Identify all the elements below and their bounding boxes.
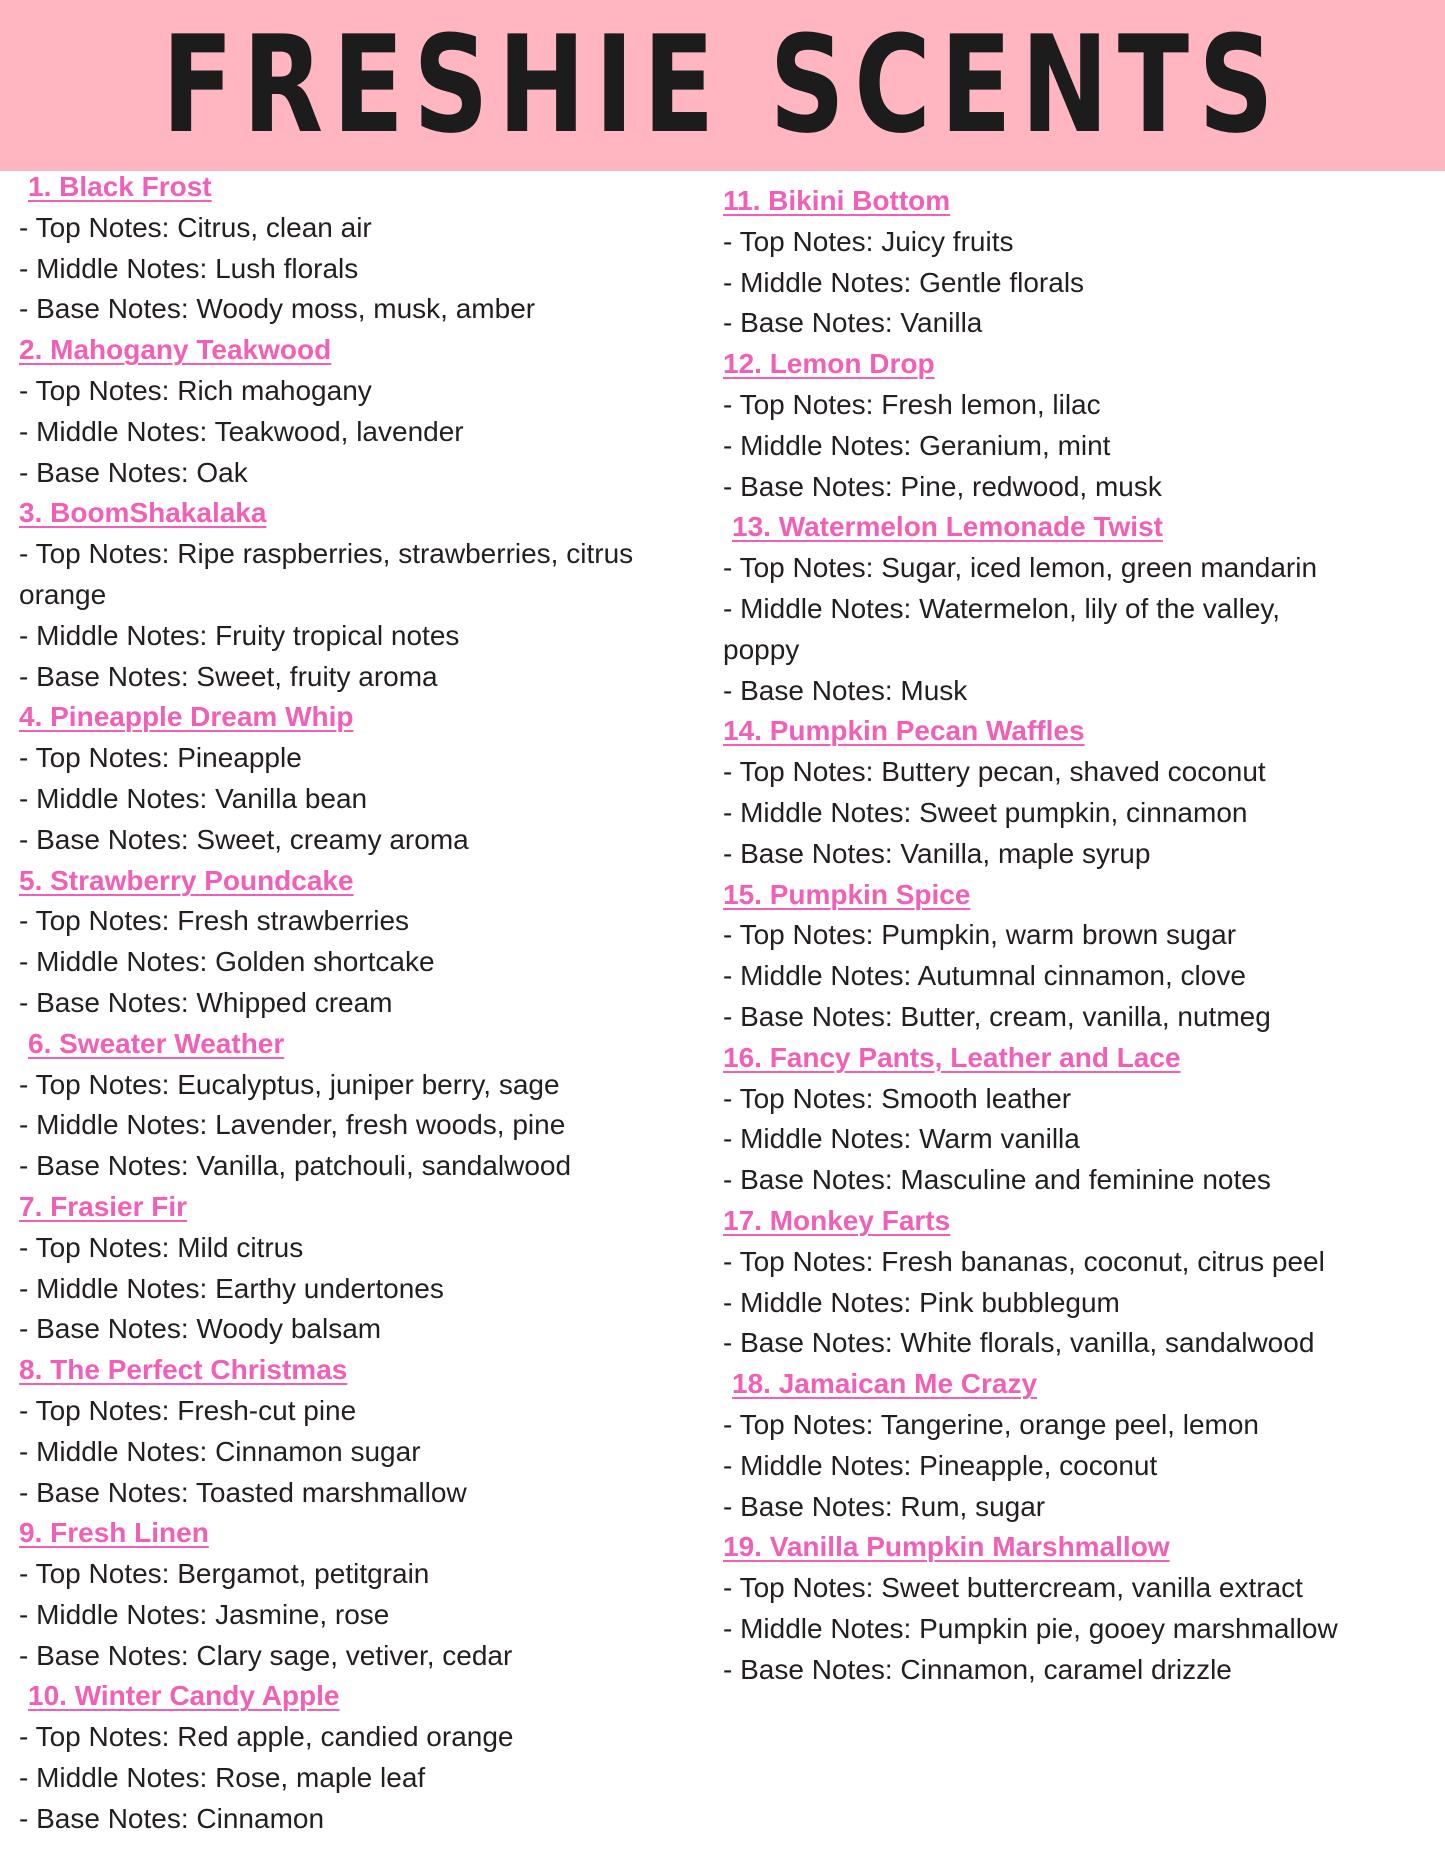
top-notes: - Top Notes: Fresh-cut pine [19,1394,357,1426]
top-notes: - Top Notes: Buttery pecan, shaved coconut [723,756,1266,788]
top-notes: - Top Notes: Fresh lemon, lilac [723,388,1101,420]
scent-entry [723,1201,1423,1364]
scent-title: 4. Pineapple Dream Whip [19,701,354,733]
scent-entry [19,1676,719,1839]
base-notes: - Base Notes: Oak [19,456,248,488]
middle-notes: - Middle Notes: Pineapple, coconut [723,1449,1158,1481]
scent-entry [19,1024,719,1187]
top-notes: - Top Notes: Pineapple [19,742,302,774]
base-notes: - Base Notes: Cinnamon, caramel drizzle [723,1653,1232,1685]
scent-title: 14. Pumpkin Pecan Waffles [723,715,1085,747]
scent-entry [723,507,1423,711]
middle-notes: - Middle Notes: Lavender, fresh woods, pine [19,1109,566,1141]
scent-title: 2. Mahogany Teakwood [19,334,332,366]
base-notes: - Base Notes: Butter, cream, vanilla, nutmeg [723,1000,1271,1032]
base-notes: - Base Notes: Pine, redwood, musk [723,470,1162,502]
scent-entry [19,330,719,493]
scent-title: 8. The Perfect Christmas [19,1354,348,1386]
scent-entry [723,1364,1423,1527]
top-notes: - Top Notes: Bergamot, petitgrain [19,1558,430,1590]
scent-entry [19,861,719,1024]
top-notes: - Top Notes: Red apple, candied orange [19,1721,514,1753]
top-notes: - Top Notes: Rich mahogany [19,374,372,406]
scent-title: 5. Strawberry Poundcake [19,864,354,896]
base-notes: - Base Notes: Cinnamon [19,1802,325,1834]
middle-notes: - Middle Notes: Sweet pumpkin, cinnamon [723,796,1248,828]
scent-title: 19. Vanilla Pumpkin Marshmallow [723,1531,1170,1563]
top-notes: - Top Notes: Juicy fruits [723,225,1014,257]
middle-notes: - Middle Notes: Warm vanilla [723,1123,1080,1155]
middle-notes: - Middle Notes: Vanilla bean [19,782,368,814]
scent-entry [723,344,1423,507]
top-notes: - Top Notes: Smooth leather [723,1082,1072,1114]
base-notes: - Base Notes: Musk [723,674,968,706]
top-notes: - Top Notes: Sweet buttercream, vanilla extract [723,1572,1303,1604]
scent-title: 15. Pumpkin Spice [723,878,971,910]
scent-title: 1. Black Frost [28,171,212,202]
base-notes: - Base Notes: Whipped cream [19,986,393,1018]
scent-entry [723,875,1423,1038]
scent-title: 11. Bikini Bottom [723,185,951,216]
base-notes: - Base Notes: Clary sage, vetiver, cedar [19,1639,513,1671]
scent-title: 16. Fancy Pants, Leather and Lace [723,1041,1181,1073]
scent-title: 18. Jamaican Me Crazy [732,1368,1038,1400]
base-notes: - Base Notes: Sweet, fruity aroma [19,660,438,692]
base-notes: - Base Notes: Toasted marshmallow [19,1476,467,1508]
top-notes: - Top Notes: Pumpkin, warm brown sugar [723,919,1237,951]
middle-notes: - Middle Notes: Lush florals [19,252,359,284]
base-notes: - Base Notes: Sweet, creamy aroma [19,823,469,855]
scent-entry [19,1187,719,1350]
scent-title: 12. Lemon Drop [723,348,935,380]
middle-notes: - Middle Notes: Watermelon, lily of the valley, poppy [723,592,1281,665]
base-notes: - Base Notes: Vanilla [723,307,983,339]
middle-notes: - Middle Notes: Teakwood, lavender [19,415,464,447]
base-notes: - Base Notes: Vanilla, maple syrup [723,837,1151,869]
scent-entry [19,1513,719,1676]
scent-title: 17. Monkey Farts [723,1204,951,1236]
middle-notes: - Middle Notes: Pink bubblegum [723,1286,1120,1318]
scent-entry [19,1350,719,1513]
scent-entry [19,697,719,860]
scent-title: 13. Watermelon Lemonade Twist [732,511,1163,543]
scent-entry [723,711,1423,874]
base-notes: - Base Notes: White florals, vanilla, sandalwood [723,1327,1315,1359]
middle-notes: - Middle Notes: Pumpkin pie, gooey marshmallow [723,1612,1338,1644]
top-notes: - Top Notes: Tangerine, orange peel, lemon [723,1408,1259,1440]
top-notes: - Top Notes: Fresh strawberries [19,905,410,937]
scent-entry [723,181,1423,344]
top-notes: - Top Notes: Citrus, clean air [19,211,372,243]
top-notes: - Top Notes: Ripe raspberries, strawberries, citrus orange [19,538,634,610]
scent-title: 9. Fresh Linen [19,1517,209,1549]
scent-title: 6. Sweater Weather [28,1027,285,1059]
middle-notes: - Middle Notes: Geranium, mint [723,429,1111,461]
top-notes: - Top Notes: Sugar, iced lemon, green mandarin [723,552,1318,584]
scent-entry [19,167,719,330]
base-notes: - Base Notes: Rum, sugar [723,1490,1046,1522]
base-notes: - Base Notes: Woody moss, musk, amber [19,293,536,325]
middle-notes: - Middle Notes: Earthy undertones [19,1272,444,1304]
base-notes: - Base Notes: Vanilla, patchouli, sandalwood [19,1150,572,1182]
scent-entry [19,493,719,697]
top-notes: - Top Notes: Eucalyptus, juniper berry, sage [19,1068,560,1100]
middle-notes: - Middle Notes: Cinnamon sugar [19,1435,421,1467]
scent-title: 7. Frasier Fir [19,1190,188,1222]
page-title: FRESHIE SCENTS [161,7,1284,163]
middle-notes: - Middle Notes: Gentle florals [723,266,1085,298]
middle-notes: - Middle Notes: Autumnal cinnamon, clove [723,960,1246,992]
middle-notes: - Middle Notes: Golden shortcake [19,946,435,978]
scent-column-right [723,181,1423,1690]
scent-title: 10. Winter Candy Apple [28,1680,340,1712]
scent-entry [723,1527,1423,1690]
scent-entry [723,1038,1423,1201]
middle-notes: - Middle Notes: Rose, maple leaf [19,1762,426,1794]
base-notes: - Base Notes: Masculine and feminine notes [723,1164,1271,1196]
base-notes: - Base Notes: Woody balsam [19,1313,382,1345]
top-notes: - Top Notes: Fresh bananas, coconut, citrus peel [723,1245,1325,1277]
middle-notes: - Middle Notes: Fruity tropical notes [19,619,460,651]
middle-notes: - Middle Notes: Jasmine, rose [19,1598,390,1630]
top-notes: - Top Notes: Mild citrus [19,1231,304,1263]
scent-column-left [19,167,719,1840]
scent-title: 3. BoomShakalaka [19,497,267,529]
